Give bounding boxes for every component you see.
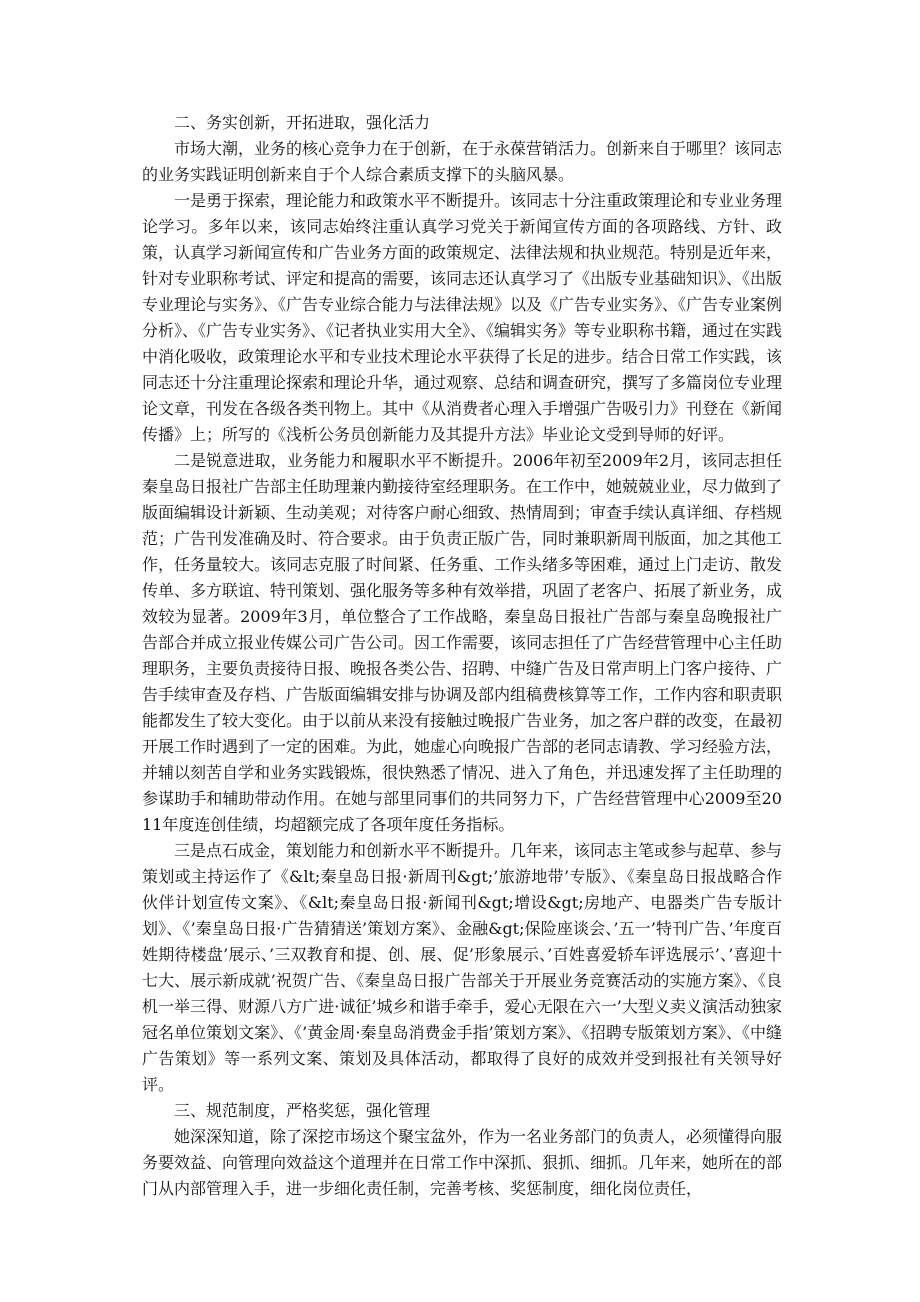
section-heading: 三、规范制度，严格奖惩，强化管理: [174, 1101, 431, 1120]
paragraph: 市场大潮，业务的核心竞争力在于创新，在于永葆营销活力。创新来自于哪里？该同志的业务实践证明创新来自于个人综合素质支撑下的头脑风暴。: [142, 139, 783, 184]
paragraph: 一是勇于探索，理论能力和政策水平不断提升。该同志十分注重政策理论和专业业务理论学习。多年以来，该同志始终注重认真学习党关于新闻宣传方面的各项路线、方针、政策，认真学习新闻宣传和广告业务方面的政策规定、法律法规和执业规范。特别是近年来，针对专业职称考试、评定和提高的需要，该同志还认真学习了《出版专业基础知识》、《出版专业理论与实务》、《广告专业综合能力与法律法规》以及《广告专业实务》、《广告专业案例分析》、《广告专业实务》、《记者执业实用大全》、《编辑实务》等专业职称书籍，通过在实践中消化吸收，政策理论水平和专业技术理论水平获得了长足的进步。结合日常工作实践，该同志还十分注重理论探索和理论升华，通过观察、总结和调查研究，撰写了多篇岗位专业理论文章，刊发在各级各类刊物上。其中《从消费者心理入手增强广告吸引力》刊登在《新闻传播》上；所写的《浅析公务员创新能力及其提升方法》毕业论文受到导师的好评。: [142, 191, 783, 444]
document-body: [142, 110, 782, 1202]
paragraph: 她深深知道，除了深挖市场这个聚宝盆外，作为一名业务部门的负责人，必须懂得向服务要效益、向管理向效益这个道理并在日常工作中深抓、狠抓、细抓。几年来，她所在的部门从内部管理入手，进一步细化责任制，完善考核、奖惩制度，细化岗位责任，: [142, 1127, 783, 1198]
paragraph: 二是锐意进取，业务能力和履职水平不断提升。2006年初至2009年2月，该同志担任秦皇岛日报社广告部主任助理兼内勤接待室经理职务。在工作中，她兢兢业业，尽力做到了版面编辑设计新颖、生动美观；对待客户耐心细致、热情周到；审查手续认真详细、存档规范；广告刊发准确及时、符合要求。由于负责正版广告，同时兼职新周刊版面，加之其他工作，任务量较大。该同志克服了时间紧、任务重、工作头绪多等困难，通过上门走访、散发传单、多方联谊、特刊策划、强化服务等多种有效举措，巩固了老客户、拓展了新业务，成效较为显著。2009年3月，单位整合了工作战略，秦皇岛日报社广告部与秦皇岛晚报社广告部合并成立报业传媒公司广告公司。因工作需要，该同志担任了广告经营管理中心主任助理职务，主要负责接待日报、晚报各类公告、招聘、中缝广告及日常声明上门客户接待、广告手续审查及存档、广告版面编辑安排与协调及部内组稿费核算等工作，工作内容和职责职能都发生了较大变化。由于以前从来没有接触过晚报广告业务，加之客户群的改变，在最初开展工作时遇到了一定的困难。为此，她虚心向晚报广告部的老同志请教、学习经验方法，并辅以刻苦自学和业务实践锻炼，很快熟悉了情况、进入了角色，并迅速发挥了主任助理的参谋助手和辅助带动作用。在她与部里同事们的共同努力下，广告经营管理中心2009至2011年度连创佳绩，均超额完成了各项年度任务指标。: [142, 451, 783, 834]
paragraph: 三是点石成金，策划能力和创新水平不断提升。几年来，该同志主笔或参与起草、参与策划或主持运作了《&lt;秦皇岛日报·新周刊&gt;’旅游地带’专版》、《秦皇岛日报战略合作伙伴计划宣传文案》、《&lt;秦皇岛日报·新闻刊&gt;增设&gt;房地产、电器类广告专版计划》、《’秦皇岛日报·广告猜猜送’策划方案》、金融&gt;保险座谈会、’五一’特刊广告、’年度百姓期待楼盘’展示、’三双教育和提、创、展、促’形象展示、’百姓喜爱轿车评选展示’、’喜迎十七大、展示新成就’祝贺广告、《秦皇岛日报广告部关于开展业务竞赛活动的实施方案》、《良机一举三得、财源八方广进·诚征’城乡和谐手牵手，爱心无限在六一’大型义卖义演活动独家冠名单位策划文案》、《’黄金周·秦皇岛消费金手指’策划方案》、《招聘专版策划方案》、《中缝广告策划》等一系列文案、策划及具体活动，都取得了良好的成效并受到报社有关领导好评。: [142, 841, 783, 1094]
section-heading: 二、务实创新，开拓进取，强化活力: [174, 113, 431, 132]
